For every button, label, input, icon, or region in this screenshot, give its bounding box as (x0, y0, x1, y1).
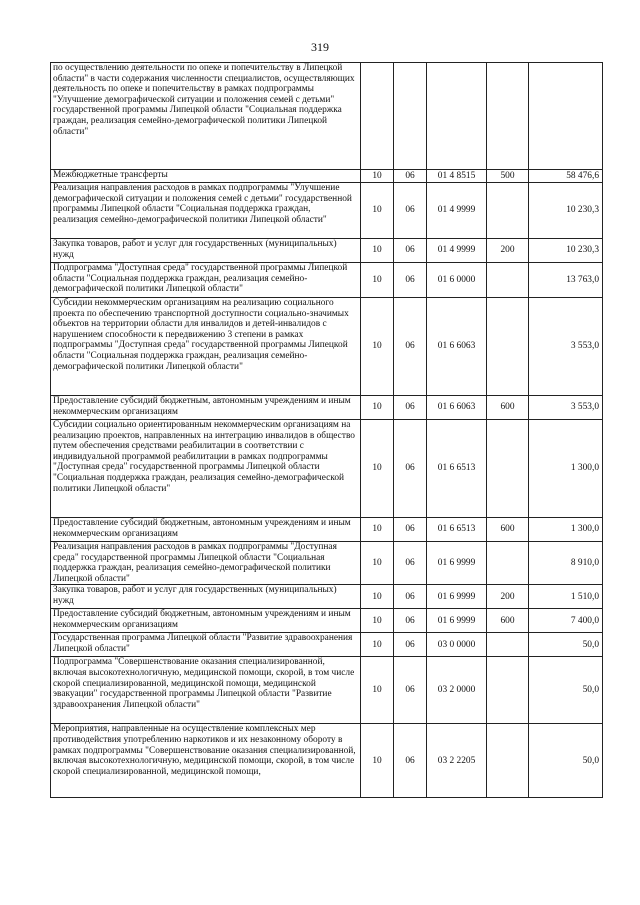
cell-subsection: 06 (394, 183, 427, 239)
cell-target-article: 01 6 9999 (427, 542, 487, 585)
budget-table (50, 62, 603, 798)
cell-description: Предоставление субсидий бюджетным, автономным учреждениям и иным некоммерческим организациям (51, 518, 361, 542)
cell-expense-type: 200 (487, 585, 529, 609)
table-row (51, 239, 603, 263)
cell-description: Закупка товаров, работ и услуг для государственных (муниципальных) нужд (51, 239, 361, 263)
cell-subsection (394, 63, 427, 170)
budget-table-body (51, 63, 603, 798)
cell-description: Предоставление субсидий бюджетным, автономным учреждениям и иным некоммерческим организациям (51, 609, 361, 633)
cell-expense-type (487, 183, 529, 239)
cell-section: 10 (361, 518, 394, 542)
cell-target-article: 01 6 9999 (427, 609, 487, 633)
table-row (51, 657, 603, 724)
cell-target-article: 01 4 9999 (427, 239, 487, 263)
cell-section: 10 (361, 609, 394, 633)
cell-subsection: 06 (394, 609, 427, 633)
cell-amount: 1 300,0 (529, 420, 603, 518)
cell-subsection: 06 (394, 170, 427, 183)
cell-description: Предоставление субсидий бюджетным, автономным учреждениям и иным некоммерческим организациям (51, 396, 361, 420)
cell-expense-type (487, 657, 529, 724)
cell-section: 10 (361, 542, 394, 585)
cell-target-article: 03 0 0000 (427, 633, 487, 657)
cell-target-article: 01 6 6063 (427, 298, 487, 396)
cell-description: Подпрограмма "Совершенствование оказания специализированной, включая высокотехнологичную, медицинской помощи, скорой, в том числе скорой специализированной, медицинской помощи, медицинской эвакуации" государственной программы Липецкой области "Развитие здравоохранения Липецкой области" (51, 657, 361, 724)
cell-target-article: 01 6 6513 (427, 518, 487, 542)
cell-section: 10 (361, 396, 394, 420)
cell-target-article: 01 4 8515 (427, 170, 487, 183)
cell-section: 10 (361, 239, 394, 263)
cell-section: 10 (361, 420, 394, 518)
cell-expense-type (487, 542, 529, 585)
table-row (51, 633, 603, 657)
cell-expense-type: 600 (487, 518, 529, 542)
cell-amount: 50,0 (529, 633, 603, 657)
cell-subsection: 06 (394, 396, 427, 420)
cell-description: Субсидии социально ориентированным некоммерческим организациям на реализацию проектов, направленных на интеграцию инвалидов в общество путем обеспечения средствами реабилитации в соответствии с индивидуальной программой реабилитации в рамках подпрограммы "Доступная среда" государственной программы Липецкой области "Социальная поддержка граждан, реализация семейно-демографической политики Липецкой области" (51, 420, 361, 518)
cell-target-article: 01 6 6513 (427, 420, 487, 518)
cell-target-article (427, 63, 487, 170)
table-row (51, 542, 603, 585)
table-row (51, 585, 603, 609)
page-number: 319 (311, 40, 329, 54)
cell-expense-type: 600 (487, 609, 529, 633)
cell-subsection: 06 (394, 542, 427, 585)
cell-target-article: 01 6 9999 (427, 585, 487, 609)
table-row (51, 396, 603, 420)
cell-expense-type: 600 (487, 396, 529, 420)
cell-target-article: 03 2 2205 (427, 724, 487, 798)
cell-expense-type: 500 (487, 170, 529, 183)
cell-description: Межбюджетные трансферты (51, 170, 361, 183)
cell-expense-type: 200 (487, 239, 529, 263)
cell-subsection: 06 (394, 263, 427, 298)
cell-subsection: 06 (394, 239, 427, 263)
cell-amount: 8 910,0 (529, 542, 603, 585)
cell-description: Государственная программа Липецкой области "Развитие здравоохранения Липецкой области" (51, 633, 361, 657)
cell-amount: 50,0 (529, 724, 603, 798)
cell-amount: 3 553,0 (529, 298, 603, 396)
cell-description: Мероприятия, направленные на осуществление комплексных мер противодействия употреблению наркотиков и их незаконному обороту в рамках подпрограммы "Совершенствование оказания специализированной, включая высокотехнологичную, медицинской помощи, скорой, в том числе скорой специализированной, медицинской помощи, (51, 724, 361, 798)
cell-section: 10 (361, 724, 394, 798)
cell-subsection: 06 (394, 585, 427, 609)
cell-expense-type (487, 298, 529, 396)
cell-subsection: 06 (394, 633, 427, 657)
cell-subsection: 06 (394, 298, 427, 396)
table-row (51, 724, 603, 798)
cell-amount: 3 553,0 (529, 396, 603, 420)
cell-amount: 13 763,0 (529, 263, 603, 298)
cell-section: 10 (361, 657, 394, 724)
cell-subsection: 06 (394, 657, 427, 724)
cell-subsection: 06 (394, 724, 427, 798)
cell-section: 10 (361, 298, 394, 396)
table-row (51, 420, 603, 518)
cell-amount: 10 230,3 (529, 239, 603, 263)
cell-target-article: 01 6 0000 (427, 263, 487, 298)
cell-description: Подпрограмма "Доступная среда" государственной программы Липецкой области "Социальная поддержка граждан, реализация семейно-демографической политики Липецкой области" (51, 263, 361, 298)
table-row (51, 298, 603, 396)
cell-description: Субсидии некоммерческим организациям на реализацию социального проекта по обеспечению транспортной доступности социально-значимых объектов на территории области для инвалидов и детей-инвалидов с нарушением способности к передвижению 3 степени в рамках подпрограммы "Доступная среда" государственной программы Липецкой области "Социальная поддержка граждан, реализация семейно-демографической политики Липецкой области" (51, 298, 361, 396)
cell-section (361, 63, 394, 170)
cell-amount: 1 300,0 (529, 518, 603, 542)
cell-amount: 10 230,3 (529, 183, 603, 239)
cell-amount: 58 476,6 (529, 170, 603, 183)
cell-description: Реализация направления расходов в рамках подпрограммы "Улучшение демографической ситуации и положения семей с детьми" государственной программы Липецкой области "Социальная поддержка граждан, реализация семейно-демографической политики Липецкой области" (51, 183, 361, 239)
table-row (51, 518, 603, 542)
cell-description: Закупка товаров, работ и услуг для государственных (муниципальных) нужд (51, 585, 361, 609)
table-row (51, 609, 603, 633)
cell-description: Реализация направления расходов в рамках подпрограммы "Доступная среда" государственной программы Липецкой области "Социальная поддержка граждан, реализация семейно-демографической политики Липецкой области" (51, 542, 361, 585)
cell-section: 10 (361, 170, 394, 183)
cell-amount (529, 63, 603, 170)
cell-amount: 7 400,0 (529, 609, 603, 633)
cell-amount: 50,0 (529, 657, 603, 724)
cell-description: по осуществлению деятельности по опеке и попечительству в Липецкой области" в части содержания численности специалистов, осуществляющих деятельность по опеке и попечительству в рамках подпрограммы "Улучшение демографической ситуации и положения семей с детьми" государственной программы Липецкой области "Социальная поддержка граждан, реализация семейно-демографической политики Липецкой области" (51, 63, 361, 170)
cell-expense-type (487, 420, 529, 518)
table-row (51, 63, 603, 170)
cell-target-article: 03 2 0000 (427, 657, 487, 724)
cell-section: 10 (361, 585, 394, 609)
cell-expense-type (487, 263, 529, 298)
cell-subsection: 06 (394, 420, 427, 518)
cell-expense-type (487, 633, 529, 657)
cell-target-article: 01 6 6063 (427, 396, 487, 420)
cell-section: 10 (361, 183, 394, 239)
cell-target-article: 01 4 9999 (427, 183, 487, 239)
table-row (51, 183, 603, 239)
cell-amount: 1 510,0 (529, 585, 603, 609)
cell-expense-type (487, 724, 529, 798)
table-row (51, 170, 603, 183)
cell-subsection: 06 (394, 518, 427, 542)
cell-section: 10 (361, 633, 394, 657)
cell-section: 10 (361, 263, 394, 298)
table-row (51, 263, 603, 298)
cell-expense-type (487, 63, 529, 170)
